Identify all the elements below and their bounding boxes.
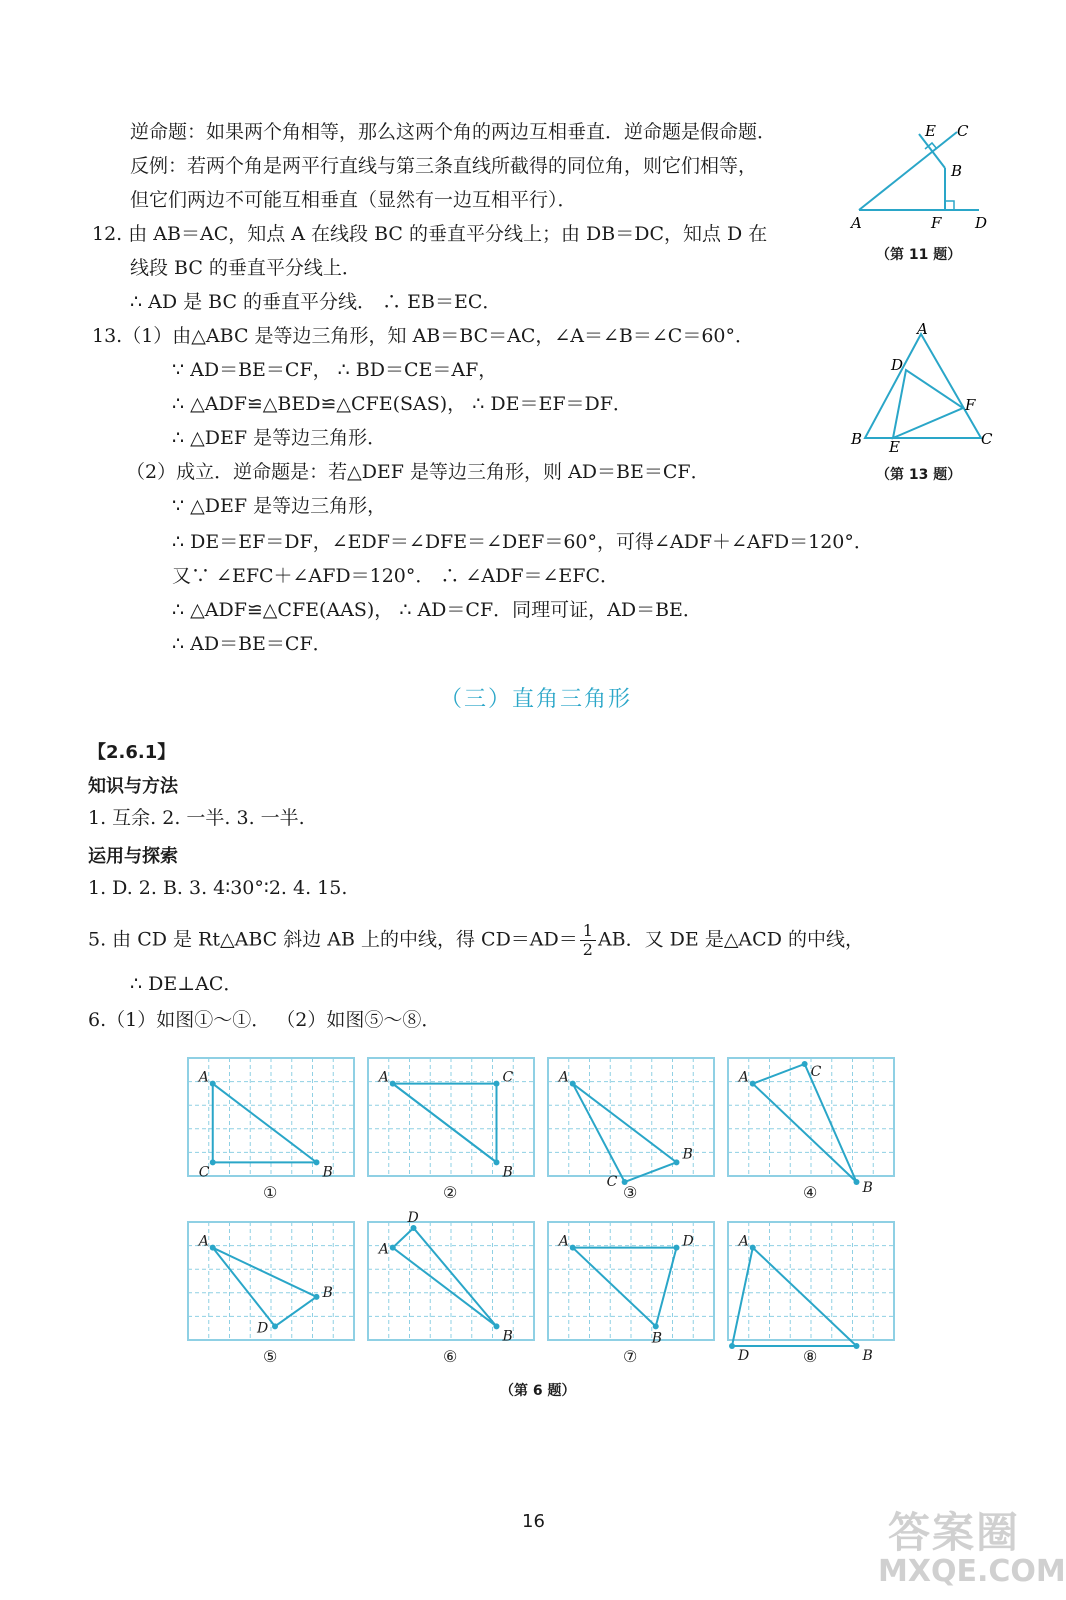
p13-line-7: ∴ DE＝EF＝DF，∠EDF＝∠DFE＝∠DEF＝60°，可得∠ADF＋∠AFD＝120°． [172, 531, 873, 553]
grid-label-A: A [378, 1069, 389, 1086]
grid-label-B: B [322, 1284, 333, 1301]
grid-label-D: D [738, 1348, 750, 1364]
grid-label-C: C [606, 1174, 618, 1190]
subheading-knowledge: 知识与方法 [88, 776, 178, 797]
grid-vertex-dot [854, 1179, 860, 1185]
p11-line-2: 反例：若两个角是两平行直线与第三条直线所截得的同位角，则它们相等， [130, 155, 758, 177]
watermark-url: MXQE.COM [878, 1554, 1066, 1589]
subheading-application: 运用与探索 [88, 846, 178, 867]
p11-line-1: 逆命题：如果两个角相等，那么这两个角的两边互相垂直．逆命题是假命题． [130, 121, 777, 143]
p13-line-3: ∴ △ADF≌△BED≌△CFE(SAS)， ∴ DE＝EF＝DF． [172, 393, 632, 415]
fig11-label-c: C [957, 122, 969, 140]
figure-13 [845, 322, 1005, 452]
grid-vertex-dot [494, 1323, 500, 1329]
fig11-label-e: E [925, 122, 936, 140]
grid-label-A: A [558, 1069, 569, 1086]
grid-vertex-dot [314, 1159, 320, 1165]
grid-panel-3 [548, 1058, 714, 1202]
grid-shape [213, 1248, 317, 1327]
grid-shape [573, 1248, 677, 1327]
page-number: 16 [522, 1511, 545, 1532]
grid-vertex-dot [570, 1245, 576, 1251]
answers-application: 1. D. 2. B. 3. 4∶30°∶2. 4. 15. [88, 877, 348, 899]
section-code: 【2.6.1】 [88, 742, 176, 763]
q6-line: 6.（1）如图①～①． （2）如图⑤～⑧． [88, 1009, 441, 1031]
grid-number: ⑧ [803, 1347, 818, 1366]
grid-vertex-dot [674, 1245, 680, 1251]
grid-vertex-dot [210, 1245, 216, 1251]
grid-vertex-dot [802, 1061, 808, 1067]
grid-vertex-dot [570, 1081, 576, 1087]
grid-panel-4 [728, 1058, 894, 1202]
grid-vertex-dot [494, 1159, 500, 1165]
q5-fraction-denominator: 2 [582, 940, 593, 959]
fig11-label-a: A [851, 214, 862, 232]
q5-fraction [580, 922, 596, 959]
p13-line-6: ∵ △DEF 是等边三角形， [172, 495, 387, 517]
grid-label-D: D [257, 1320, 269, 1337]
fig13-label-e: E [889, 438, 900, 452]
fig13-label-b: B [851, 430, 863, 448]
grid-vertex-dot [272, 1323, 278, 1329]
grid-label-A: A [198, 1233, 209, 1250]
p12-line-2: 线段 BC 的垂直平分线上． [130, 257, 361, 279]
q5-text-a: 5. 由 CD 是 Rt△ABC 斜边 AB 上的中线，得 CD＝AD＝ [88, 928, 578, 951]
grid-vertex-dot [210, 1081, 216, 1087]
fig13-label-a: A [917, 322, 928, 338]
watermark-logo: 答案圈 [888, 1508, 1021, 1557]
fig11-label-d: D [975, 214, 988, 232]
grid-number: ④ [803, 1183, 818, 1202]
p13-line-4: ∴ △DEF 是等边三角形． [172, 427, 387, 449]
grid-vertex-dot [390, 1081, 396, 1087]
grid-label-A: A [738, 1069, 749, 1086]
grid-vertex-dot [750, 1081, 756, 1087]
grid-label-A: A [738, 1233, 749, 1250]
grid-vertex-dot [494, 1081, 500, 1087]
grid-vertex-dot [210, 1159, 216, 1165]
figure-6 [180, 1050, 900, 1380]
grid-panel-1 [188, 1058, 354, 1202]
q5-line-1 [88, 922, 864, 959]
grid-label-C: C [502, 1069, 514, 1086]
grid-label-A: A [558, 1233, 569, 1250]
p11-line-3: 但它们两边不可能互相垂直（显然有一边互相平行）． [130, 189, 577, 211]
grid-label-A: A [378, 1241, 389, 1258]
grid-label-B: B [322, 1164, 333, 1181]
grid-vertex-dot [314, 1294, 320, 1300]
grid-label-A: A [198, 1069, 209, 1086]
grid-vertex-dot [750, 1245, 756, 1251]
fig13-label-c: C [981, 430, 993, 448]
grid-vertex-dot [390, 1245, 396, 1251]
p12-line-3: ∴ AD 是 BC 的垂直平分线． ∴ EB＝EC． [130, 291, 502, 313]
p13-line-9: ∴ △ADF≌△CFE(AAS)， ∴ AD＝CF．同理可证，AD＝BE． [172, 599, 702, 621]
grid-shape [573, 1084, 677, 1182]
fig11-line-ac [859, 132, 957, 210]
grid-number: ② [443, 1183, 458, 1202]
grid-number: ⑤ [263, 1347, 278, 1366]
grid-panel-2 [368, 1058, 534, 1202]
grid-panels [188, 1058, 894, 1366]
grid-label-B: B [862, 1348, 873, 1364]
grid-vertex-dot [854, 1343, 860, 1349]
p13-line-2: ∵ AD＝BE＝CF， ∴ BD＝CE＝AF， [172, 359, 498, 381]
fig13-label-d: D [891, 356, 904, 374]
grid-label-B: B [651, 1330, 663, 1347]
grid-number: ① [263, 1183, 278, 1202]
grid-number: ⑦ [623, 1347, 638, 1366]
fig13-triangle-abc [865, 334, 981, 438]
section-heading: （三）直角三角形 [440, 687, 633, 712]
grid-panel-7 [548, 1222, 714, 1366]
grid-panel-6 [368, 1210, 534, 1366]
p13-line-8: 又∵ ∠EFC＋∠AFD＝120°． ∴ ∠ADF＝∠EFC． [172, 565, 620, 587]
answers-knowledge: 1. 互余. 2. 一半. 3. 一半. [88, 807, 305, 829]
figure-11 [845, 118, 1005, 238]
grid-shape [393, 1228, 497, 1326]
grid-label-D: D [407, 1210, 419, 1226]
p13-line-1: 13.（1）由△ABC 是等边三角形，知 AB＝BC＝AC，∠A＝∠B＝∠C＝60°． [92, 325, 755, 347]
grid-panel-5 [188, 1222, 354, 1366]
grid-label-C: C [810, 1064, 822, 1080]
q5-fraction-numerator: 1 [580, 922, 596, 941]
grid-shape [732, 1248, 857, 1346]
grid-vertex-dot [653, 1323, 659, 1329]
p13-line-5: （2）成立．逆命题是：若△DEF 是等边三角形，则 AD＝BE＝CF． [126, 461, 710, 483]
grid-label-B: B [502, 1328, 513, 1345]
p12-line-1: 12. 由 AB＝AC，知点 A 在线段 BC 的垂直平分线上；由 DB＝DC，知点 D 在 [92, 223, 768, 245]
fig11-caption: （第 11 题） [876, 247, 962, 263]
fig11-right-angle-f [945, 201, 954, 210]
fig11-label-b: B [951, 162, 963, 180]
grid-number: ③ [623, 1183, 638, 1202]
fig13-triangle-def [893, 370, 963, 438]
grid-vertex-dot [674, 1159, 680, 1165]
grid-label-C: C [198, 1164, 210, 1181]
grid-label-B: B [502, 1164, 513, 1181]
grid-number: ⑥ [443, 1347, 458, 1366]
fig13-label-f: F [965, 396, 976, 414]
q5-line-2: ∴ DE⊥AC． [130, 973, 243, 995]
grid-diagonal [393, 1084, 497, 1163]
grid-label-D: D [682, 1233, 694, 1250]
p13-line-10: ∴ AD＝BE＝CF． [172, 633, 332, 655]
grid-label-B: B [862, 1180, 873, 1196]
fig6-caption: （第 6 题） [500, 1383, 576, 1399]
grid-panel-8 [728, 1222, 894, 1366]
grid-label-B: B [682, 1146, 693, 1163]
fig13-caption: （第 13 题） [876, 467, 962, 483]
q5-text-b: AB．又 DE 是△ACD 的中线， [597, 928, 864, 951]
grid-vertex-dot [729, 1343, 735, 1349]
grid-shape [213, 1084, 317, 1163]
fig11-label-f: F [931, 214, 942, 232]
